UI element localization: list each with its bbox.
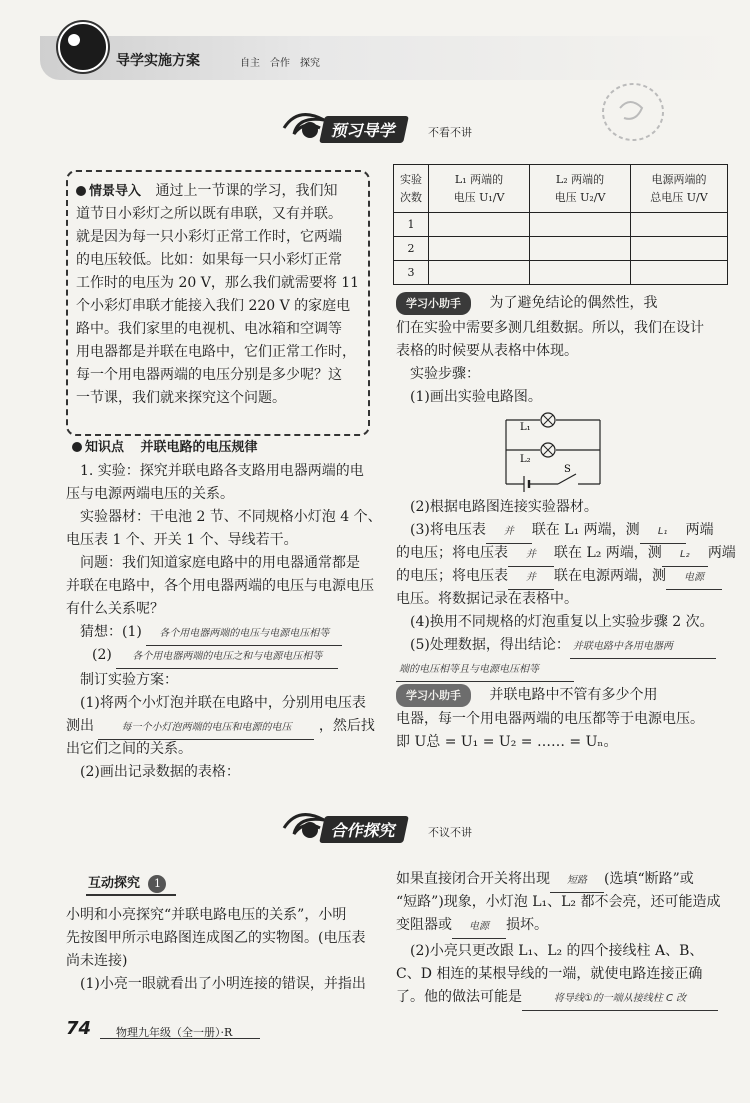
step-s5: (5)处理数据，得出结论： 并联电路中各用电器两 [410,634,716,659]
header-subtitle: 自主 合作 探究 [240,58,320,69]
intro-line: 就是因为每一只小彩灯正常工作时，它两端 [76,229,342,245]
intro-line: 每一个用电器两端的电压分别是多少呢？这 [76,367,342,383]
knowledge-line: 并联在电路中，各个用电器两端的电压与电源电压 [66,578,374,594]
table-header: L₂ 两端的 电压 U₂/V [530,165,631,213]
step-s4: (4)换用不同规格的灯泡重复以上实验步骤 2 次。 [410,614,714,630]
step1b-answer: 每一个小灯泡两端的电压和电源的电压 [98,716,314,740]
step1c: 出它们之间的关系。 [66,741,192,757]
fill: L₁ [640,520,686,544]
header-title: 导学实施方案 [116,53,200,69]
helper-pill: 学习小助手 [396,292,471,315]
coop-r6: 了。他的做法可能是 将导线①的一端从接线柱 C 改 [396,986,718,1011]
intro-line: 工作时的电压为 20 V，那么我们就需要将 11 [76,275,360,291]
intro-tag: 情景导入 [76,180,141,203]
record-table [393,164,728,285]
banner-preview [280,106,540,150]
tip-line: 电器，每一个用电器两端的电压都等于电源电压。 [396,711,704,727]
tip-pill: 学习小助手 [396,684,471,707]
guess-2: (2) 各个用电器两端的电压之和与电源电压相等 [92,644,338,669]
stamp-icon [598,78,668,146]
step-s2: (2)根据电路图连接实验器材。 [410,499,598,515]
intro-line: 路中。我们家里的电视机、电冰箱和空调等 [76,321,342,337]
step1a: (1)将两个小灯泡并联在电路中，分别用电压表 [80,695,366,711]
knowledge-line: 压与电源两端电压的关系。 [66,486,234,502]
table-row-num: 2 [394,237,429,261]
fill: 电源 [452,915,506,939]
coop-tag: 互动探究 1 [88,872,166,895]
guess-2-answer: 各个用电器两端的电压之和与电源电压相等 [116,645,338,669]
fill: 并联电路中各用电器两 [570,635,716,659]
knowledge-line: 有什么关系呢？ [66,601,164,617]
banner-title: 预习导学 [319,116,409,143]
coop-r2: “短路”)现象，小灯泡 L₁、L₂ 都不会亮，还可能造成 [396,894,721,910]
helper-first-line: 学习小助手 为了避免结论的偶然性，我 [396,292,657,315]
step-s3c: 的电压；将电压表 并 联在电源两端，测 电源 [396,565,722,590]
knowledge-line: 电压表 1 个、开关 1 个、导线若干。 [66,532,298,548]
intro-line: 的电压较低。比如：如果每一只小彩灯正常 [76,252,342,268]
banner-sub: 不议不讲 [428,826,472,839]
coop-line: 先按图甲所示电路图连成图乙的实物图。(电压表 [66,930,366,946]
banner-coop [280,806,540,850]
step2: (2)画出记录数据的表格： [80,764,240,780]
fill: 并 [486,520,532,544]
knowledge-tag: 知识点 [72,436,124,459]
fill: 并 [508,543,554,567]
tip-first-line: 学习小助手 并联电路中不管有多少个用 [396,684,657,707]
intro-first-line: 情景导入 通过上一节课的学习，我们知 [76,180,337,203]
footer-book: 物理九年级（全一册）·R [116,1026,233,1039]
circuit-s-label: S [564,464,571,475]
step-s3a: (3)将电压表 并 联在 L₁ 两端，测 L₁ 两端 [410,519,714,544]
coop-r4: (2)小亮只更改跟 L₁、L₂ 的四个接线柱 A、B、 [410,943,704,959]
step-s5-cont [396,657,574,682]
coop-r1: 如果直接闭合开关将出现 短路 (选填“断路”或 [396,868,694,893]
circuit-diagram [498,412,608,492]
coop-num-badge: 1 [148,875,166,893]
guess-1-answer: 各个用电器两端的电压与电源电压相等 [146,622,342,646]
coop-line: (1)小亮一眼就看出了小明连接的错误，并指出 [80,976,366,992]
helper-line: 实验步骤： [410,366,480,382]
table-header: 实验 次数 [394,165,429,213]
guess-1: 猜想：(1) 各个用电器两端的电压与电源电压相等 [80,621,342,646]
step-s3d: 电压。将数据记录在表格中。 [396,591,578,607]
banner-sub: 不看不讲 [428,126,472,139]
fill: 将导线①的一端从接线柱 C 改 [522,987,718,1011]
fill: 端的电压相等且与电源电压相等 [396,658,574,682]
circuit-l1-label: L₁ [520,422,531,433]
knowledge-line: 实验器材：干电池 2 节、不同规格小灯泡 4 个、 [80,509,382,525]
circuit-l2-label: L₂ [520,454,531,465]
coop-line: 小明和小亮探究“并联电路电压的关系”，小明 [66,907,347,923]
table-header: L₁ 两端的 电压 U₁/V [429,165,530,213]
plan-label: 制订实验方案： [80,672,178,688]
coop-r5: C、D 相连的某根导线的一端，就使电路连接正确 [396,966,703,982]
fill: 电源 [666,566,722,590]
step1b: 测出 每一个小灯泡两端的电压和电源的电压 ，然后找 [66,715,375,740]
intro-line: 道节日小彩灯之所以既有串联，又有并联。 [76,206,342,222]
knowledge-line: 1. 实验：探究并联电路各支路用电器两端的电 [80,463,364,479]
helper-line: (1)画出实验电路图。 [410,389,542,405]
fill: 短路 [550,869,604,893]
fill: 并 [508,566,554,590]
helper-line: 们在实验中需要多测几组数据。所以，我们在设计 [396,320,704,336]
fill: L₂ [662,543,708,567]
knowledge-heading: 知识点 并联电路的电压规律 [72,436,257,459]
intro-line: 用电器都是并联在电路中，它们正常工作时， [76,344,356,360]
table-row-num: 1 [394,213,429,237]
table-header: 电源两端的 总电压 U/V [631,165,728,213]
intro-line: 个小彩灯串联才能接入我们 220 V 的家庭电 [76,298,351,314]
step-s3b: 的电压；将电压表 并 联在 L₂ 两端，测 L₂ 两端 [396,542,736,567]
coop-r3: 变阻器或 电源 损坏。 [396,914,548,939]
tip-line: 即 U总 = U₁ = U₂ = …… = Uₙ。 [396,734,618,750]
mascot-logo-icon [58,22,108,72]
page-number: 74 [66,1018,92,1039]
knowledge-line: 问题：我们知道家庭电路中的用电器通常都是 [80,555,360,571]
banner-title: 合作探究 [319,816,409,843]
switch-icon [558,474,576,484]
coop-line: 尚未连接) [66,953,128,969]
helper-line: 表格的时候要从表格中体现。 [396,343,578,359]
intro-line: 一节课，我们就来探究这个问题。 [76,390,286,406]
table-row-num: 3 [394,261,429,285]
